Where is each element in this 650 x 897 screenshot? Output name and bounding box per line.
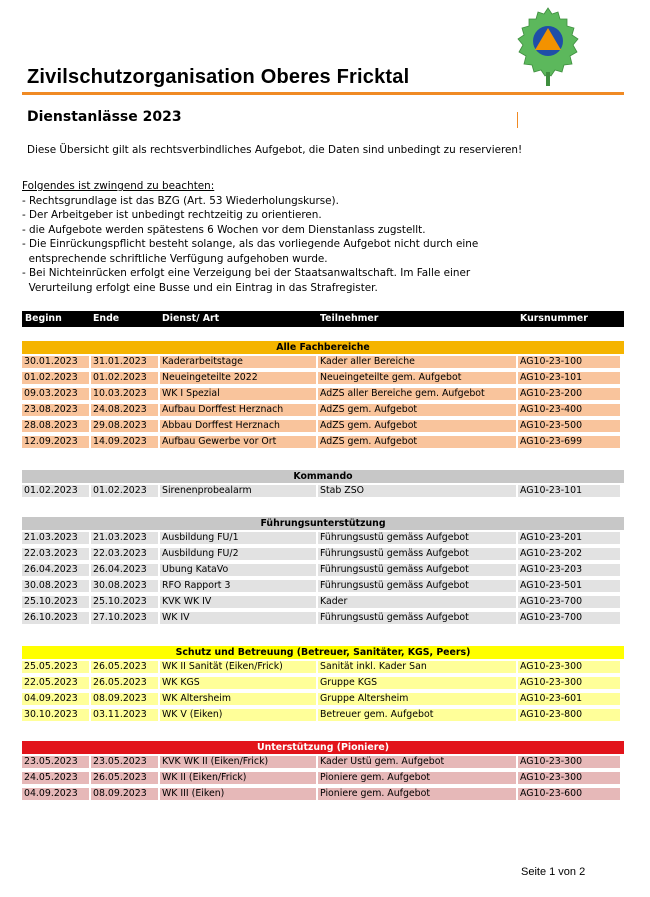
cell-ende: 26.05.2023	[91, 677, 158, 689]
cell-teilnehmer: Führungsustü gemäss Aufgebot	[318, 580, 516, 592]
cell-kursnummer: AG10-23-700	[518, 596, 620, 608]
table-row	[22, 707, 624, 723]
cell-ende: 01.02.2023	[91, 485, 158, 497]
cell-dienst: WK KGS	[160, 677, 316, 689]
cell-dienst: Übung KataVo	[160, 564, 316, 576]
cell-dienst: RFO Rapport 3	[160, 580, 316, 592]
cell-kursnummer: AG10-23-300	[518, 772, 620, 784]
cell-dienst: WK I Spezial	[160, 388, 316, 400]
cell-teilnehmer: Stab ZSO	[318, 485, 516, 497]
note-item: - die Aufgebote werden spätestens 6 Wochen vor dem Dienstanlass zugstellt.	[22, 223, 426, 236]
table-row	[22, 675, 624, 691]
cell-kursnummer: AG10-23-200	[518, 388, 620, 400]
cell-teilnehmer: Sanität inkl. Kader San	[318, 661, 516, 673]
cell-beginn: 09.03.2023	[22, 388, 89, 400]
column-header-dienst: Dienst/ Art	[162, 313, 220, 324]
leaf-stem	[546, 72, 550, 86]
cell-beginn: 25.10.2023	[22, 596, 89, 608]
cell-beginn: 23.08.2023	[22, 404, 89, 416]
table-row	[22, 578, 624, 594]
table-row	[22, 418, 624, 434]
table-row	[22, 354, 624, 370]
cell-kursnummer: AG10-23-800	[518, 709, 620, 721]
cell-teilnehmer: AdZS gem. Aufgebot	[318, 436, 516, 448]
organization-title: Zivilschutzorganisation Oberes Fricktal	[27, 66, 410, 88]
cell-ende: 08.09.2023	[91, 788, 158, 800]
cell-kursnummer: AG10-23-101	[518, 485, 620, 497]
cell-beginn: 22.03.2023	[22, 548, 89, 560]
cell-ende: 31.01.2023	[91, 356, 158, 368]
page-number: Seite 1 von 2	[521, 866, 586, 878]
table-header	[22, 311, 624, 327]
cell-beginn: 24.05.2023	[22, 772, 89, 784]
cell-kursnummer: AG10-23-501	[518, 580, 620, 592]
cell-teilnehmer: Betreuer gem. Aufgebot	[318, 709, 516, 721]
cell-teilnehmer: Führungsustü gemäss Aufgebot	[318, 612, 516, 624]
cell-teilnehmer: Kader	[318, 596, 516, 608]
section-kommando	[22, 470, 624, 499]
cell-beginn: 21.03.2023	[22, 532, 89, 544]
cell-kursnummer: AG10-23-600	[518, 788, 620, 800]
table-row	[22, 434, 624, 450]
table-row	[22, 386, 624, 402]
cell-beginn: 26.04.2023	[22, 564, 89, 576]
column-header-ende: Ende	[93, 313, 120, 324]
intro-text: Diese Übersicht gilt als rechtsverbindliches Aufgebot, die Daten sind unbedingt zu reservieren!	[27, 144, 523, 156]
section-title: Schutz und Betreuung (Betreuer, Sanitäter, KGS, Peers)	[22, 646, 624, 659]
cell-beginn: 04.09.2023	[22, 788, 89, 800]
table-row	[22, 691, 624, 707]
cell-ende: 03.11.2023	[91, 709, 158, 721]
table-row	[22, 483, 624, 499]
cell-teilnehmer: Kader Ustü gem. Aufgebot	[318, 756, 516, 768]
cell-dienst: Kaderarbeitstage	[160, 356, 316, 368]
cell-teilnehmer: AdZS gem. Aufgebot	[318, 404, 516, 416]
cell-dienst: WK V (Eiken)	[160, 709, 316, 721]
cell-kursnummer: AG10-23-202	[518, 548, 620, 560]
cell-ende: 26.04.2023	[91, 564, 158, 576]
document-title: Dienstanlässe 2023	[27, 109, 182, 125]
cell-ende: 01.02.2023	[91, 372, 158, 384]
cell-dienst: WK III (Eiken)	[160, 788, 316, 800]
note-item: - Rechtsgrundlage ist das BZG (Art. 53 Wiederholungskurse).	[22, 194, 339, 207]
cell-teilnehmer: Neueingeteilte gem. Aufgebot	[318, 372, 516, 384]
table-row	[22, 562, 624, 578]
notes-heading: Folgendes ist zwingend zu beachten:	[22, 180, 215, 192]
zso-logo	[512, 4, 584, 90]
header-rule	[22, 92, 624, 95]
note-item: - Der Arbeitgeber ist unbedingt rechtzeitig zu orientieren.	[22, 209, 322, 221]
cell-ende: 24.08.2023	[91, 404, 158, 416]
cell-ende: 30.08.2023	[91, 580, 158, 592]
table-row	[22, 594, 624, 610]
cell-kursnummer: AG10-23-100	[518, 356, 620, 368]
table-row	[22, 610, 624, 626]
section-fuehrungsunterstuetzung	[22, 517, 624, 626]
cell-dienst: Neueingeteilte 2022	[160, 372, 316, 384]
cell-kursnummer: AG10-23-500	[518, 420, 620, 432]
cell-ende: 22.03.2023	[91, 548, 158, 560]
cell-ende: 29.08.2023	[91, 420, 158, 432]
cell-beginn: 30.10.2023	[22, 709, 89, 721]
cell-teilnehmer: Gruppe KGS	[318, 677, 516, 689]
cell-teilnehmer: Führungsustü gemäss Aufgebot	[318, 532, 516, 544]
column-header-teilnehmer: Teilnehmer	[320, 313, 379, 324]
cell-ende: 25.10.2023	[91, 596, 158, 608]
note-item: - Die Einrückungspflicht besteht solange, als das vorliegende Aufgebot nicht durch eine	[22, 238, 479, 250]
cell-beginn: 30.08.2023	[22, 580, 89, 592]
table-row	[22, 530, 624, 546]
cell-ende: 10.03.2023	[91, 388, 158, 400]
cell-kursnummer: AG10-23-300	[518, 756, 620, 768]
cell-beginn: 04.09.2023	[22, 693, 89, 705]
table-row	[22, 659, 624, 675]
table-row	[22, 402, 624, 418]
cell-dienst: WK II Sanität (Eiken/Frick)	[160, 661, 316, 673]
section-schutz-und-betreuung	[22, 646, 624, 723]
notes-block	[22, 179, 478, 295]
cell-teilnehmer: Führungsustü gemäss Aufgebot	[318, 548, 516, 560]
cell-kursnummer: AG10-23-203	[518, 564, 620, 576]
column-header-kursnummer: Kursnummer	[520, 313, 588, 324]
cell-kursnummer: AG10-23-699	[518, 436, 620, 448]
note-item: Verurteilung erfolgt eine Busse und ein Eintrag in das Strafregister.	[22, 281, 378, 294]
cell-beginn: 26.10.2023	[22, 612, 89, 624]
cell-dienst: WK II (Eiken/Frick)	[160, 772, 316, 784]
cell-dienst: Abbau Dorffest Herznach	[160, 420, 316, 432]
cell-dienst: KVK WK II (Eiken/Frick)	[160, 756, 316, 768]
cell-beginn: 30.01.2023	[22, 356, 89, 368]
cell-ende: 26.05.2023	[91, 772, 158, 784]
section-title: Kommando	[22, 470, 624, 483]
cell-dienst: Aufbau Gewerbe vor Ort	[160, 436, 316, 448]
cell-teilnehmer: AdZS gem. Aufgebot	[318, 420, 516, 432]
cell-dienst: WK IV	[160, 612, 316, 624]
cell-beginn: 01.02.2023	[22, 485, 89, 497]
cell-beginn: 28.08.2023	[22, 420, 89, 432]
table-row	[22, 786, 624, 802]
cell-kursnummer: AG10-23-201	[518, 532, 620, 544]
cell-ende: 08.09.2023	[91, 693, 158, 705]
cell-teilnehmer: Pioniere gem. Aufgebot	[318, 788, 516, 800]
table-row	[22, 370, 624, 386]
cell-kursnummer: AG10-23-300	[518, 661, 620, 673]
cell-kursnummer: AG10-23-400	[518, 404, 620, 416]
table-row	[22, 754, 624, 770]
cell-ende: 27.10.2023	[91, 612, 158, 624]
section-alle-fachbereiche	[22, 341, 624, 450]
cell-beginn: 01.02.2023	[22, 372, 89, 384]
cell-teilnehmer: Führungsustü gemäss Aufgebot	[318, 564, 516, 576]
cell-ende: 14.09.2023	[91, 436, 158, 448]
text-cursor	[517, 112, 518, 128]
cell-beginn: 23.05.2023	[22, 756, 89, 768]
cell-dienst: Ausbildung FU/1	[160, 532, 316, 544]
cell-ende: 26.05.2023	[91, 661, 158, 673]
column-header-beginn: Beginn	[25, 313, 62, 324]
section-unterstuetzung-pioniere	[22, 741, 624, 802]
cell-dienst: WK Altersheim	[160, 693, 316, 705]
cell-beginn: 22.05.2023	[22, 677, 89, 689]
cell-teilnehmer: AdZS aller Bereiche gem. Aufgebot	[318, 388, 516, 400]
cell-dienst: Sirenenprobealarm	[160, 485, 316, 497]
cell-dienst: KVK WK IV	[160, 596, 316, 608]
cell-teilnehmer: Pioniere gem. Aufgebot	[318, 772, 516, 784]
cell-dienst: Ausbildung FU/2	[160, 548, 316, 560]
cell-ende: 23.05.2023	[91, 756, 158, 768]
table-row	[22, 546, 624, 562]
cell-ende: 21.03.2023	[91, 532, 158, 544]
cell-kursnummer: AG10-23-601	[518, 693, 620, 705]
cell-teilnehmer: Kader aller Bereiche	[318, 356, 516, 368]
section-title: Alle Fachbereiche	[22, 341, 624, 354]
section-title: Führungsunterstützung	[22, 517, 624, 530]
table-row	[22, 770, 624, 786]
cell-kursnummer: AG10-23-700	[518, 612, 620, 624]
cell-kursnummer: AG10-23-300	[518, 677, 620, 689]
note-item: - Bei Nichteinrücken erfolgt eine Verzeigung bei der Staatsanwaltschaft. Im Falle einer	[22, 267, 471, 279]
cell-beginn: 12.09.2023	[22, 436, 89, 448]
cell-beginn: 25.05.2023	[22, 661, 89, 673]
section-title: Unterstützung (Pioniere)	[22, 741, 624, 754]
cell-dienst: Aufbau Dorffest Herznach	[160, 404, 316, 416]
note-item: entsprechende schriftliche Verfügung aufgehoben wurde.	[22, 252, 328, 265]
cell-teilnehmer: Gruppe Altersheim	[318, 693, 516, 705]
cell-kursnummer: AG10-23-101	[518, 372, 620, 384]
